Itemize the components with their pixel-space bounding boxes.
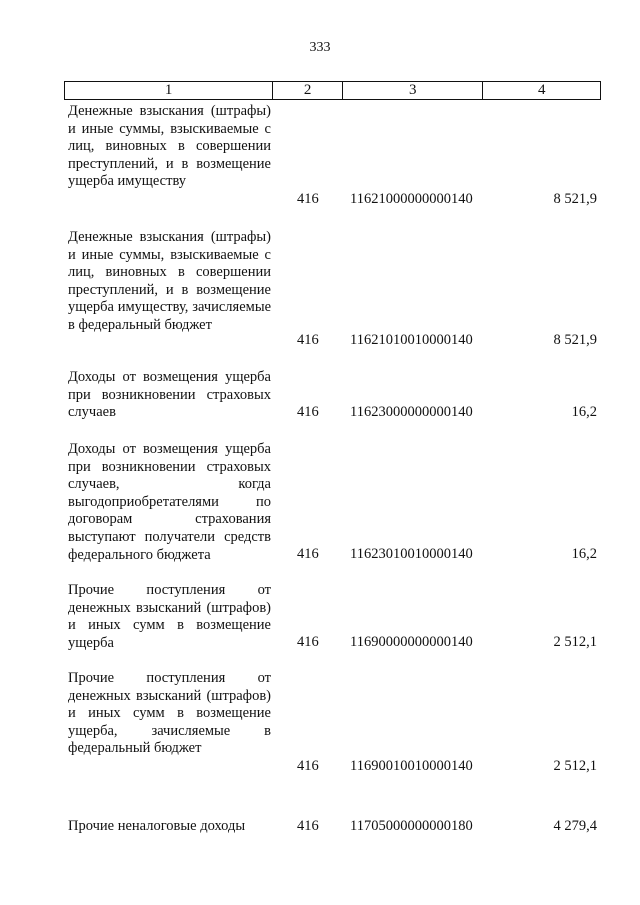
row-description: Доходы от возмещения ущерба при возникновении страховых случаев xyxy=(68,369,271,421)
header-col-2: 2 xyxy=(273,82,343,99)
row-description: Прочие поступления от денежных взысканий (штрафов) и иных сумм в возмещение ущерба, зачисляемые в федеральный бюджет xyxy=(68,670,271,757)
row-description: Денежные взыскания (штрафы) и иные суммы, взыскиваемые с лиц, виновных в совершении преступлений, и в возмещение ущерба имуществу, зачисляемые в федеральный бюджет xyxy=(68,229,271,333)
header-col-3: 3 xyxy=(343,82,483,99)
row-description: Прочие поступления от денежных взысканий (штрафов) и иных сумм в возмещение ущерба xyxy=(68,582,271,651)
row-admin-code: 416 xyxy=(297,546,319,563)
table-row xyxy=(0,670,640,776)
row-amount: 2 512,1 xyxy=(553,634,597,651)
row-admin-code: 416 xyxy=(297,332,319,349)
table-row xyxy=(0,103,640,209)
row-amount: 2 512,1 xyxy=(553,758,597,775)
row-kbk-code: 11690000000000140 xyxy=(350,634,473,651)
table-header xyxy=(64,81,601,100)
row-admin-code: 416 xyxy=(297,404,319,421)
row-description: Прочие неналоговые доходы xyxy=(68,818,246,834)
row-kbk-code: 11623000000000140 xyxy=(350,404,473,421)
table-row xyxy=(0,818,640,836)
row-kbk-code: 11621000000000140 xyxy=(350,191,473,208)
row-description: Доходы от возмещения ущерба при возникновении страховых случаев, когда выгодоприобретателями по договорам страхования выступают получатели средств федерального бюджета xyxy=(68,441,271,563)
row-kbk-code: 11621010010000140 xyxy=(350,332,473,349)
table-row xyxy=(0,229,640,350)
row-amount: 16,2 xyxy=(571,546,597,563)
row-kbk-code: 11690010010000140 xyxy=(350,758,473,775)
table-row xyxy=(0,369,640,422)
row-admin-code: 416 xyxy=(297,634,319,651)
row-amount: 8 521,9 xyxy=(553,191,597,208)
row-kbk-code: 11623010010000140 xyxy=(350,546,473,563)
row-admin-code: 416 xyxy=(297,758,319,775)
row-amount: 4 279,4 xyxy=(553,818,597,835)
header-col-1: 1 xyxy=(65,82,273,99)
table-row xyxy=(0,582,640,652)
row-amount: 8 521,9 xyxy=(553,332,597,349)
row-amount: 16,2 xyxy=(571,404,597,421)
page-number: 333 xyxy=(309,40,331,55)
row-kbk-code: 11705000000000180 xyxy=(350,818,473,835)
row-description: Денежные взыскания (штрафы) и иные суммы, взыскиваемые с лиц, виновных в совершении преступлений, и в возмещение ущерба имуществу xyxy=(68,103,271,190)
header-col-4: 4 xyxy=(537,82,546,98)
table-row xyxy=(0,441,640,564)
row-admin-code: 416 xyxy=(297,818,319,835)
row-admin-code: 416 xyxy=(297,191,319,208)
